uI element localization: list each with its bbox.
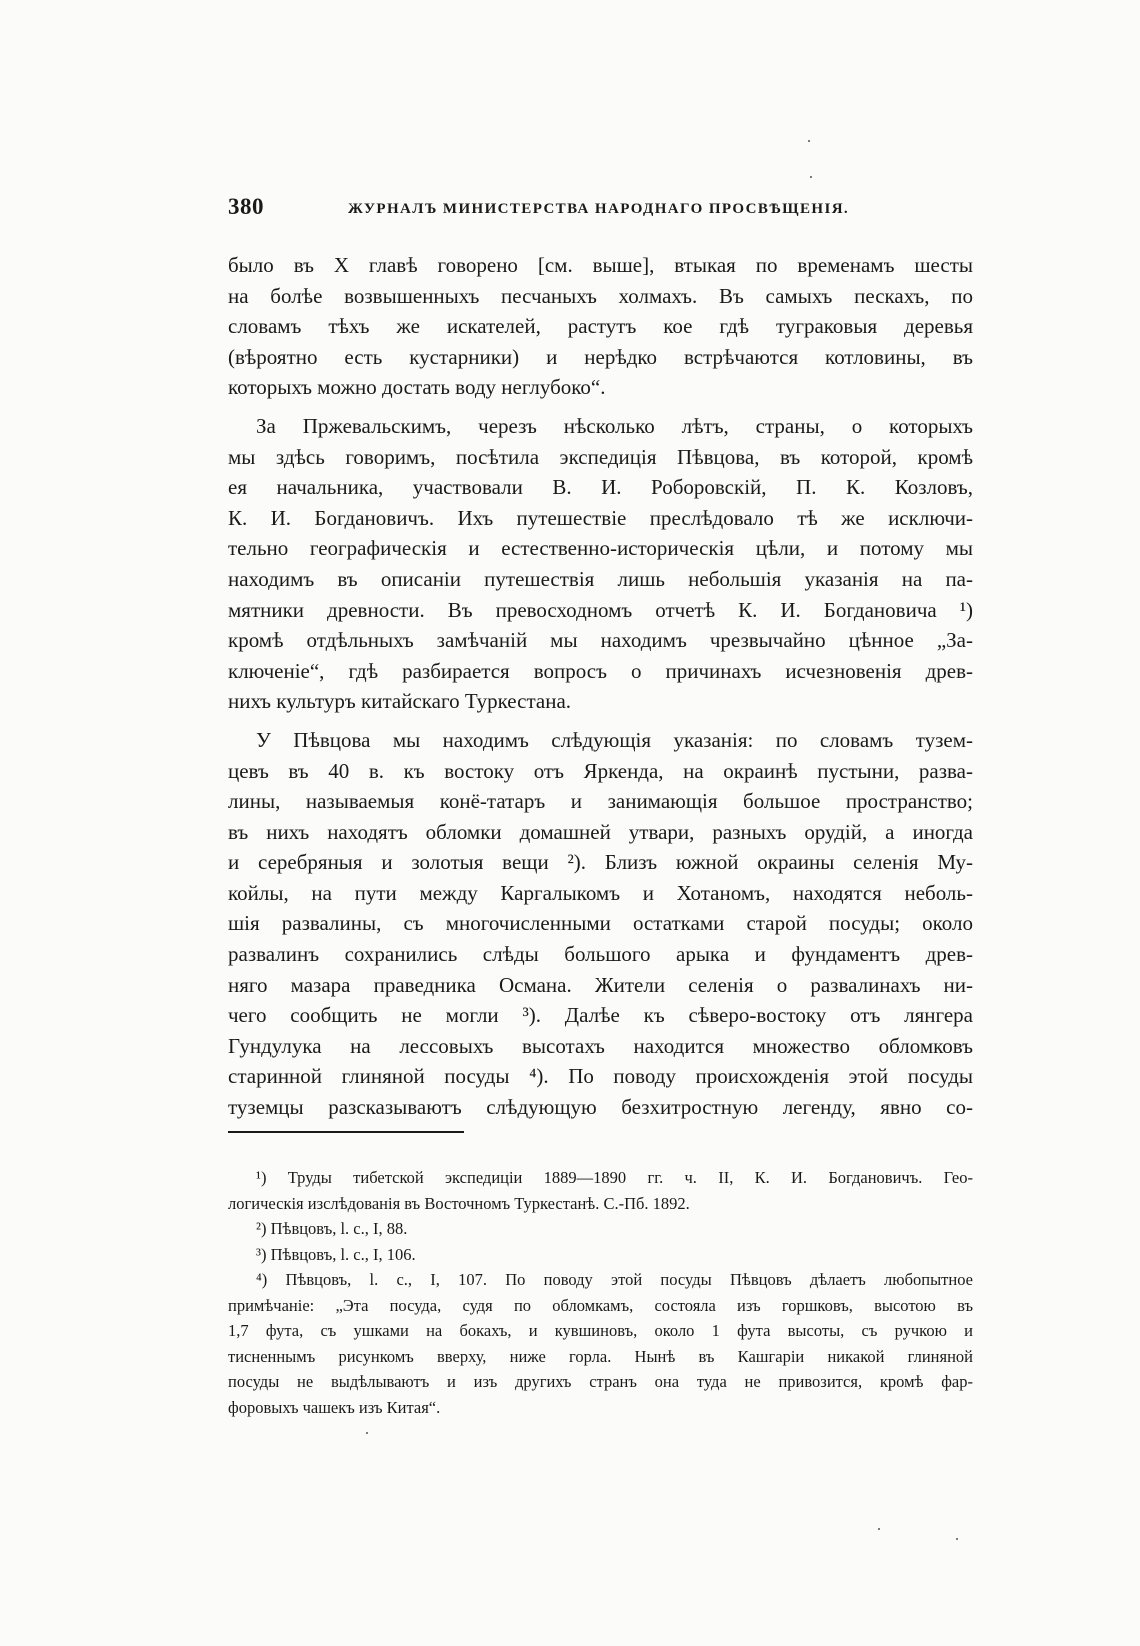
text-line: старинной глиняной посуды ⁴). По поводу происхожденія этой посуды	[228, 1064, 973, 1089]
text-line: лины, называемыя конё-татаръ и занимающія большое пространство;	[228, 789, 973, 814]
text-line: кромѣ отдѣльныхъ замѣчаній мы находимъ чрезвычайно цѣнное „За-	[228, 628, 973, 653]
footnote-line: тисненнымъ рисункомъ вверху, ниже горла. Нынѣ въ Кашгаріи никакой глиняной	[228, 1346, 973, 1366]
footnote-line: посуды не выдѣлываютъ и изъ другихъ странъ она туда не привозится, кромѣ фар-	[228, 1372, 973, 1391]
scan-speck	[808, 140, 810, 142]
text-line: шія развалины, съ многочисленными остатками старой посуды; около	[228, 911, 973, 936]
text-line: К. И. Богдановичъ. Ихъ путешествіе преслѣдовало тѣ же исключи-	[228, 505, 973, 530]
footnote-line: форовыхъ чашекъ изъ Китая“.	[228, 1397, 441, 1417]
text-line: въ нихъ находятъ обломки домашней утвари, разныхъ орудій, а иногда	[228, 819, 973, 844]
text-line: мы здѣсь говоримъ, посѣтила экспедиція Пѣвцова, въ которой, кромѣ	[228, 444, 973, 469]
text-line: койлы, на пути между Каргалыкомъ и Хотаномъ, находятся неболь-	[228, 880, 973, 905]
text-line: (вѣроятно есть кустарники) и нерѣдко встрѣчаются котловины, въ	[228, 344, 973, 369]
footnote-line: ¹) Труды тибетской экспедиціи 1889—1890 гг. ч. II, К. И. Богдановичъ. Гео-	[256, 1168, 973, 1187]
text-line: ключеніе“, гдѣ разбирается вопросъ о причинахъ исчезновенія древ-	[228, 658, 973, 683]
page-number: 380	[228, 194, 264, 219]
page-header	[228, 194, 968, 228]
text-line: Гундулука на лессовыхъ высотахъ находится множество обломковъ	[228, 1033, 973, 1058]
text-line: За Пржевальскимъ, черезъ нѣсколько лѣтъ, страны, о которыхъ	[256, 413, 973, 438]
text-line: няго мазара праведника Османа. Жители селенія о развалинахъ ни-	[228, 972, 973, 997]
scan-speck	[878, 1528, 880, 1530]
text-line: чего сообщить не могли ³). Далѣе къ сѣверо-востоку отъ лянгера	[228, 1003, 973, 1028]
text-line: мятники древности. Въ превосходномъ отчетѣ К. И. Богдановича ¹)	[228, 597, 973, 622]
text-line: было въ X главѣ говорено [см. выше], втыкая по временамъ шесты	[228, 253, 973, 277]
text-line: и серебряныя и золотыя вещи ²). Близъ южной окраины селенія Му-	[228, 850, 973, 875]
text-line: словамъ тѣхъ же искателей, растутъ кое гдѣ туграковыя деревья	[228, 314, 973, 339]
footnote-line: примѣчаніе: „Эта посуда, судя по обломкамъ, состояла изъ горшковъ, высотою въ	[228, 1295, 973, 1315]
footnotes	[228, 1165, 973, 1420]
footnote-divider	[228, 1131, 464, 1133]
footnote-line: ³) Пѣвцовъ, l. c., I, 106.	[256, 1244, 416, 1264]
text-line: развалинъ сохранились слѣды большого арыка и фундаментъ древ-	[228, 942, 973, 967]
footnote-line: логическія изслѣдованія въ Восточномъ Туркестанѣ. С.-Пб. 1892.	[228, 1193, 690, 1213]
scan-speck	[366, 1432, 368, 1434]
text-line: туземцы разсказываютъ слѣдующую безхитростную легенду, явно со-	[228, 1095, 973, 1120]
scan-speck	[956, 1538, 958, 1540]
text-line: У Пѣвцова мы находимъ слѣдующія указанія: по словамъ тузем-	[256, 727, 973, 752]
text-line: нихъ культуръ китайскаго Туркестана.	[228, 689, 572, 714]
text-line: находимъ въ описаніи путешествія лишь небольшія указанія на па-	[228, 566, 973, 591]
footnote-line: ⁴) Пѣвцовъ, l. c., I, 107. По поводу этой посуды Пѣвцовъ дѣлаетъ любопытное	[256, 1270, 973, 1289]
running-title: ЖУРНАЛЪ МИНИСТЕРСТВА НАРОДНАГО ПРОСВѢЩЕНІЯ.	[348, 201, 850, 217]
scan-speck	[810, 176, 812, 178]
footnote-line: 1,7 фута, съ ушками на бокахъ, и кувшиновъ, около 1 фута высоты, съ ручкою и	[228, 1321, 973, 1340]
text-line: тельно географическія и естественно-историческія цѣли, и потому мы	[228, 536, 973, 561]
text-line: на болѣе возвышенныхъ песчаныхъ холмахъ. Въ самыхъ пескахъ, по	[228, 283, 973, 308]
body-text	[228, 250, 973, 1123]
text-line: которыхъ можно достать воду неглубоко“.	[228, 375, 606, 400]
footnote-line: ²) Пѣвцовъ, l. c., I, 88.	[256, 1219, 408, 1238]
text-line: ея начальника, участвовали В. И. Роборовскій, П. К. Козловъ,	[228, 475, 973, 500]
text-line: цевъ въ 40 в. къ востоку отъ Яркенда, на окраинѣ пустыни, разва-	[228, 758, 973, 783]
